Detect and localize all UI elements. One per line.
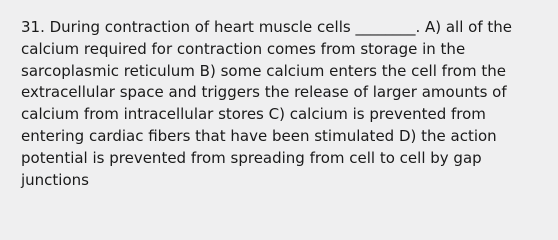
question-line: 31. During contraction of heart muscle cells ________. A) all of the (21, 18, 512, 36)
question-line: calcium required for contraction comes from storage in the (21, 39, 466, 58)
question-line: junctions (21, 170, 89, 189)
question-line: calcium from intracellular stores C) calcium is prevented from (21, 105, 486, 124)
question-text (21, 17, 551, 191)
question-line: potential is prevented from spreading from cell to cell by gap (21, 148, 482, 167)
question-line: extracellular space and triggers the release of larger amounts of (21, 83, 507, 102)
question-line: sarcoplasmic reticulum B) some calcium enters the cell from the (21, 61, 506, 80)
question-line: entering cardiac fibers that have been stimulated D) the action (21, 126, 497, 145)
